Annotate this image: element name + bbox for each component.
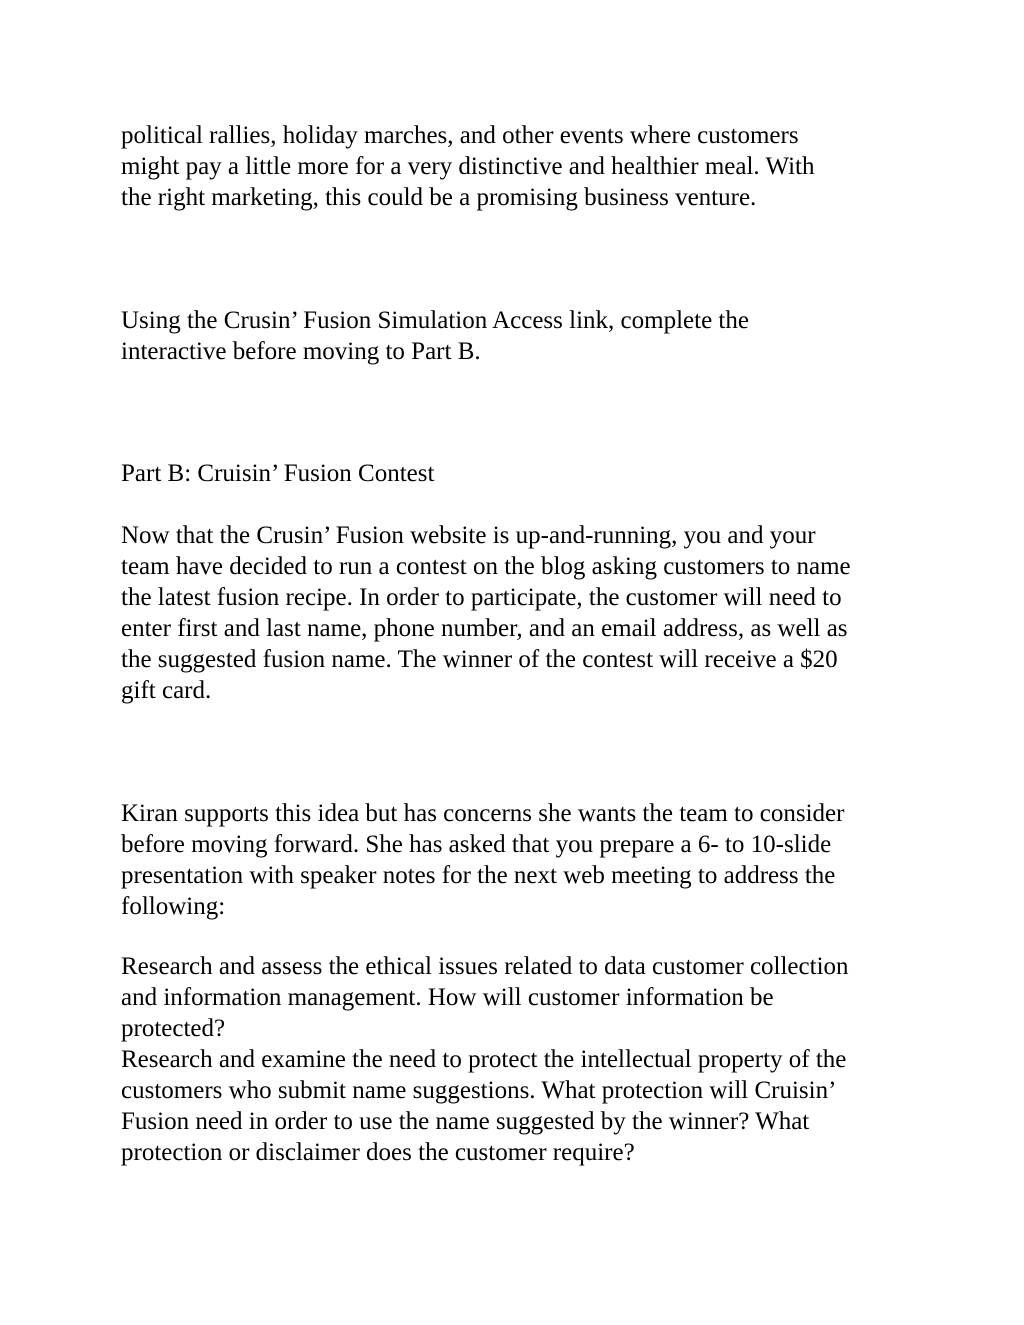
text-line: political rallies, holiday marches, and other events where customers xyxy=(121,122,799,149)
text-line: Now that the Crusin’ Fusion website is up-and-running, you and your xyxy=(121,522,816,549)
text-line: gift card. xyxy=(121,677,212,704)
paragraph-contest-description xyxy=(121,520,921,706)
heading-text: Part B: Cruisin’ Fusion Contest xyxy=(121,460,435,487)
text-line: Fusion need in order to use the name suggested by the winner? What xyxy=(121,1108,810,1135)
paragraph-kiran-concerns xyxy=(121,798,921,922)
text-line: interactive before moving to Part B. xyxy=(121,338,481,365)
text-line: team have decided to run a contest on the blog asking customers to name xyxy=(121,553,851,580)
text-line: the right marketing, this could be a promising business venture. xyxy=(121,184,757,211)
text-line: following: xyxy=(121,893,226,920)
text-line: Research and assess the ethical issues related to data customer collection xyxy=(121,953,849,980)
text-line: before moving forward. She has asked that you prepare a 6- to 10-slide xyxy=(121,831,832,858)
text-line: Kiran supports this idea but has concerns she wants the team to consider xyxy=(121,800,845,827)
paragraph-simulation-instructions xyxy=(121,305,921,367)
text-line: and information management. How will customer information be xyxy=(121,984,774,1011)
text-line: protected? xyxy=(121,1015,226,1042)
text-line: customers who submit name suggestions. What protection will Cruisin’ xyxy=(121,1077,837,1104)
paragraph-intro-continuation xyxy=(121,120,921,213)
text-line: enter first and last name, phone number, and an email address, as well as xyxy=(121,615,848,642)
text-line: might pay a little more for a very distinctive and healthier meal. With xyxy=(121,153,815,180)
text-line: protection or disclaimer does the customer require? xyxy=(121,1139,635,1166)
section-heading-part-b xyxy=(121,458,921,489)
text-line: Research and examine the need to protect the intellectual property of the xyxy=(121,1046,847,1073)
text-line: presentation with speaker notes for the next web meeting to address the xyxy=(121,862,836,889)
text-line: the suggested fusion name. The winner of the contest will receive a $20 xyxy=(121,646,838,673)
text-line: the latest fusion recipe. In order to participate, the customer will need to xyxy=(121,584,842,611)
paragraph-research-tasks xyxy=(121,951,921,1168)
text-line: Using the Crusin’ Fusion Simulation Access link, complete the xyxy=(121,307,749,334)
